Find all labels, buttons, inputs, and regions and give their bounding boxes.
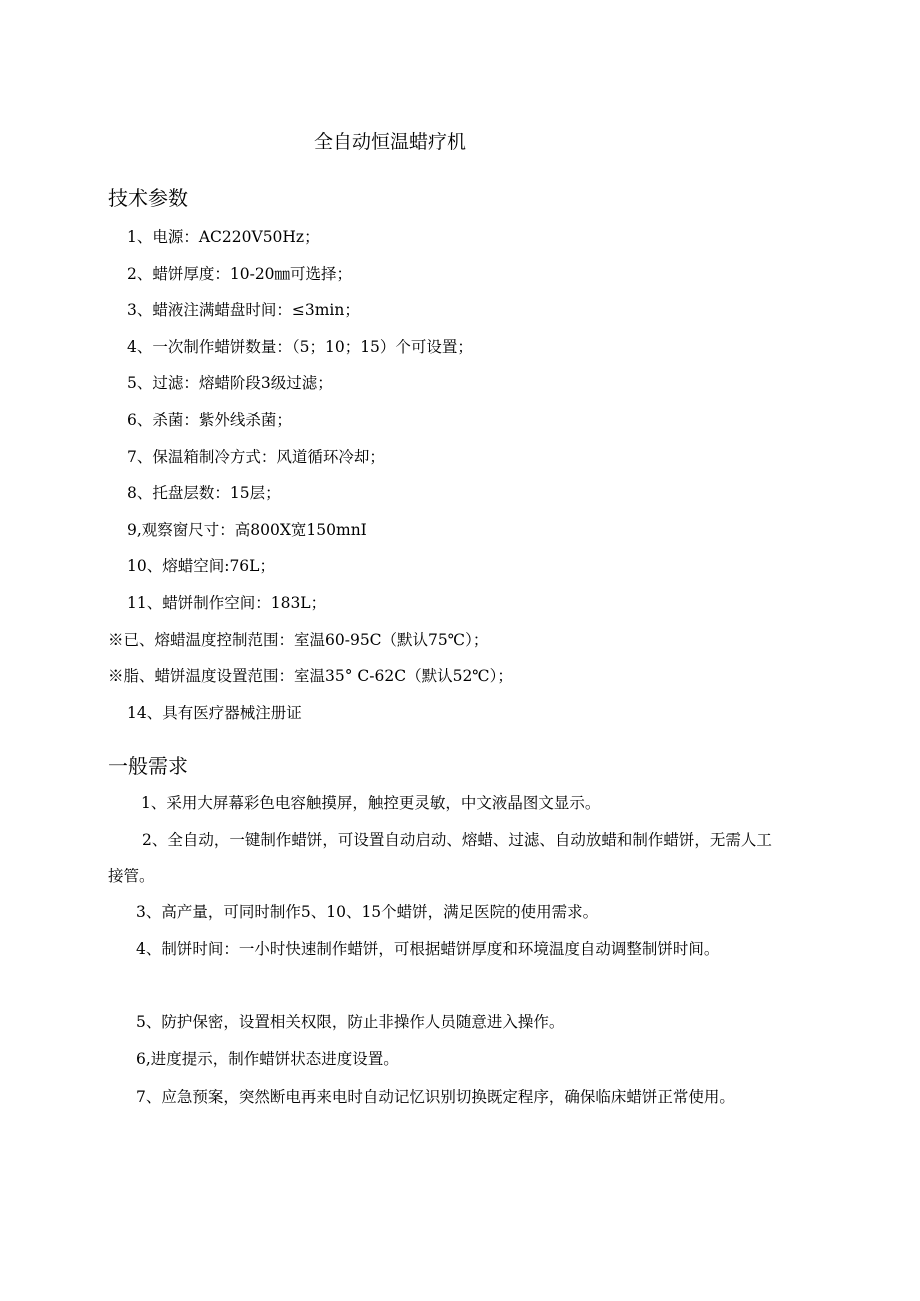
list-item: 8、托盘层数：15层； (127, 484, 281, 503)
list-item: 4、一次制作蜡饼数量：（5；10；15）个可设置； (127, 337, 473, 356)
list-item: 7、保温箱制冷方式：风道循环冷却； (127, 447, 385, 466)
list-item: 2、蜡饼厚度：10-20㎜可选择； (127, 264, 353, 283)
paragraph: 7、应急预案，突然断电再来电时自动记忆识别切换既定程序，确保临床蜡饼正常使用。 (136, 1088, 735, 1106)
paragraph: 3、高产量，可同时制作5、10、15个蜡饼，满足医院的使用需求。 (136, 903, 599, 921)
list-item: ※脂、蜡饼温度设置范围：室温35° C-62C（默认52℃）； (108, 667, 513, 686)
list-item: ※已、熔蜡温度控制范围：室温60-95C（默认75℃）； (108, 630, 489, 649)
list-item: 5、过滤：熔蜡阶段3级过滤； (127, 374, 333, 393)
paragraph: 1、采用大屏幕彩色电容触摸屏，触控更灵敏，中文液晶图文显示。 (141, 794, 601, 812)
section-heading-tech-params: 技术参数 (108, 186, 188, 210)
paragraph: 2、全自动，一键制作蜡饼，可设置自动启动、熔蜡、过滤、自动放蜡和制作蜡饼，无需人工接管。 (108, 831, 772, 885)
paragraph: 4、制饼时间：一小时快速制作蜡饼，可根据蜡饼厚度和环境温度自动调整制饼时间。 (136, 940, 720, 958)
list-item: 10、熔蜡空间:76L； (127, 557, 275, 576)
document-title: 全自动恒温蜡疗机 (314, 131, 467, 153)
section-heading-general-requirements: 一般需求 (108, 754, 188, 778)
list-item: 3、蜡液注满蜡盘时间：≤3min； (127, 301, 360, 320)
list-item: 9,观察窗尺寸：高800X宽150mnI (127, 520, 367, 539)
list-item: 14、具有医疗器械注册证 (127, 703, 302, 722)
list-item: 11、蜡饼制作空间：183L； (127, 593, 327, 612)
list-item: 6、杀菌：紫外线杀菌； (127, 410, 292, 429)
paragraph: 5、防护保密，设置相关权限，防止非操作人员随意进入操作。 (136, 1013, 565, 1031)
paragraph: 6,进度提示，制作蜡饼状态进度设置。 (136, 1050, 399, 1068)
list-item: 1、电源：AC220V50Hz； (127, 228, 320, 246)
tech-params-list (0, 223, 920, 735)
